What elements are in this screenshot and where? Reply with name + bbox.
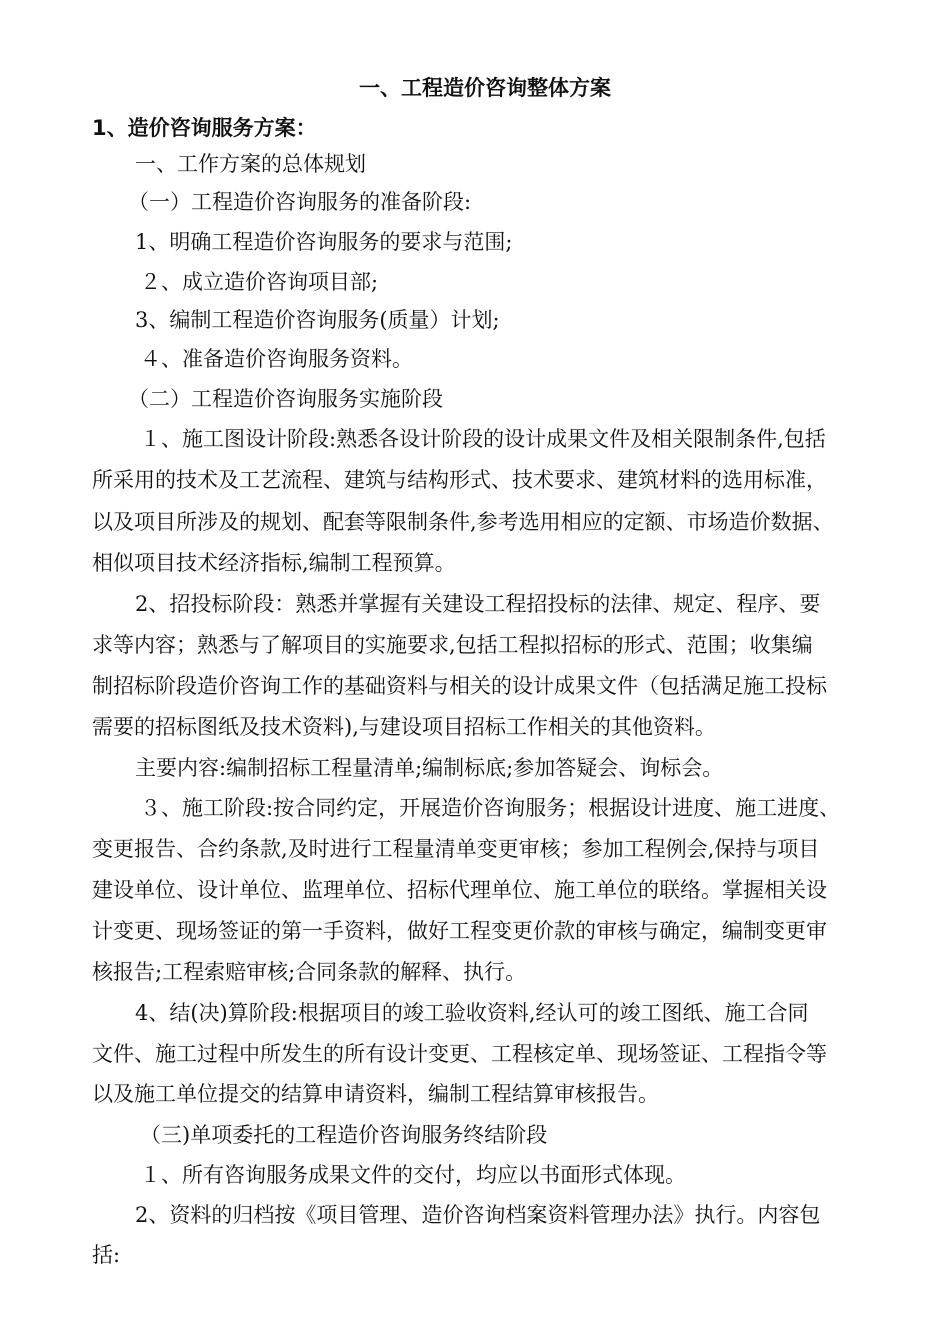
text-line: 变更报告、合约条款,及时进行工程量清单变更审核；参加工程例会,保持与项目 [92,837,820,861]
text-line: （三)单项委托的工程造价咨询服务终结阶段 [140,1123,548,1147]
text-line: 一、工作方案的总体规划 [135,152,366,176]
text-line: 2、招投标阶段：熟悉并掌握有关建设工程招投标的法律、规定、程序、要 [135,592,821,616]
text-line: （二）工程造价咨询服务实施阶段 [128,387,443,411]
text-line: 括: [92,1243,121,1267]
text-line: 需要的招标图纸及技术资料),与建设项目招标工作相关的其他资料。 [92,715,716,739]
document-title: 一、工程造价咨询整体方案 [359,76,611,100]
text-line: 计变更、现场签证的第一手资料，做好工程变更价款的审核与确定，编制变更审 [92,919,827,943]
text-line: 所采用的技术及工艺流程、建筑与结构形式、技术要求、建筑材料的选用标准， [92,468,827,492]
text-line: 建设单位、设计单位、监理单位、招标代理单位、施工单位的联络。掌握相关设 [92,878,827,902]
text-line: １、所有咨询服务成果文件的交付，均应以书面形式体现。 [140,1163,686,1187]
section-heading: 1、造价咨询服务方案： [92,116,317,140]
text-line: 2、资料的归档按《项目管理、造价咨询档案资料管理办法》执行。内容包 [135,1203,821,1227]
text-line: 以及项目所涉及的规划、配套等限制条件,参考选用相应的定额、市场造价数据、 [92,510,834,534]
text-line: 核报告;工程索赔审核;合同条款的解释、执行。 [92,960,527,984]
text-line: 以及施工单位提交的结算申请资料，编制工程结算审核报告。 [92,1082,659,1106]
text-line: 求等内容；熟悉与了解项目的实施要求,包括工程拟招标的形式、范围；收集编 [92,633,813,657]
text-line: 制招标阶段造价咨询工作的基础资料与相关的设计成果文件（包括满足施工投标 [92,674,827,698]
text-line: 相似项目技术经济指标,编制工程预算。 [92,551,456,575]
text-line: 主要内容:编制招标工程量清单;编制标底;参加答疑会、询标会。 [135,756,724,780]
text-line: １、施工图设计阶段:熟悉各设计阶段的设计成果文件及相关限制条件,包括 [140,427,826,451]
text-line: ２、成立造价咨询项目部; [140,270,379,294]
text-line: 3、编制工程造价咨询服务(质量）计划; [135,308,500,332]
text-line: （一）工程造价咨询服务的准备阶段: [128,190,472,214]
text-line: 4、结(决)算阶段:根据项目的竣工验收资料,经认可的竣工图纸、施工合同 [135,1001,809,1025]
text-line: ３、施工阶段:按合同约定，开展造价咨询服务；根据设计进度、施工进度、 [140,796,841,820]
text-line: 1、明确工程造价咨询服务的要求与范围; [135,230,513,254]
text-line: ４、准备造价咨询服务资料。 [140,347,413,371]
text-line: 文件、施工过程中所发生的所有设计变更、工程核定单、现场签证、工程指令等 [92,1042,827,1066]
